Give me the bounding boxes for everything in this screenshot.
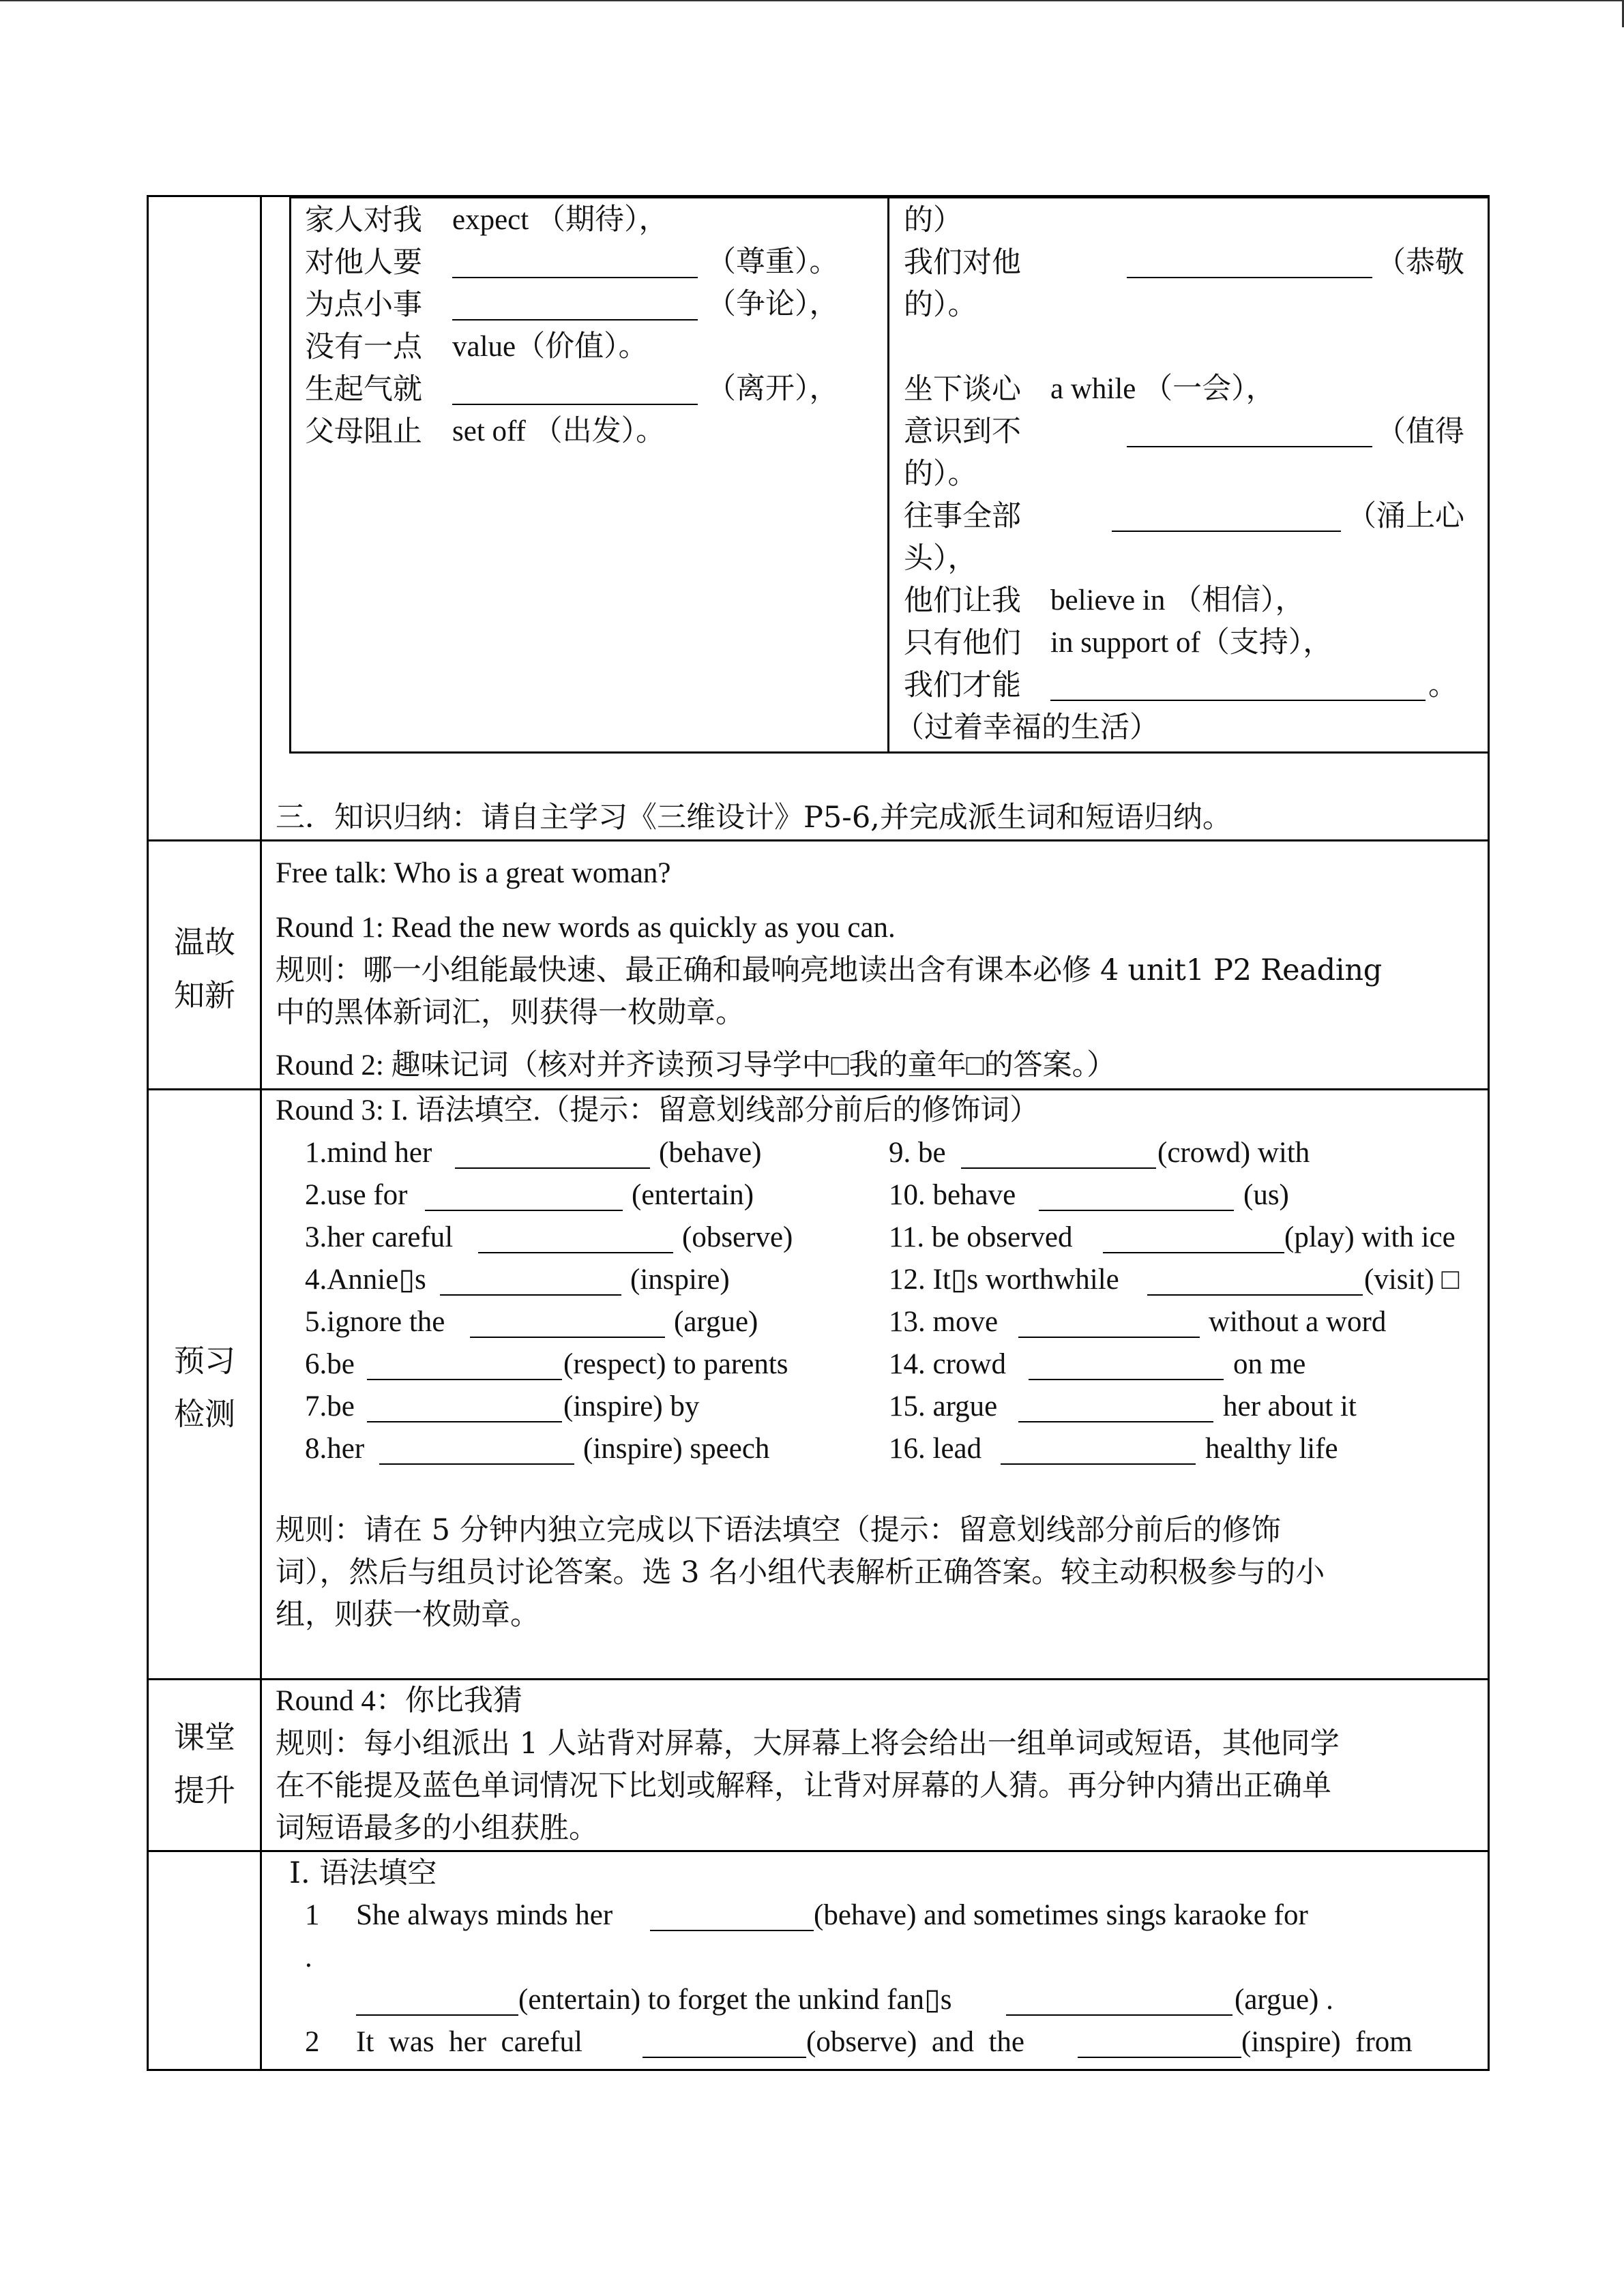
item-hint: without a word [1209,1306,1387,1338]
item-text: 2.use for [305,1179,408,1211]
item-text: 16. lead [889,1433,982,1465]
inner-table-bottom [289,751,1488,754]
fill-blank[interactable] [1127,446,1372,447]
fill-blank[interactable] [1018,1421,1213,1422]
free-talk: Free talk: Who is a great woman? [276,857,671,889]
vocab-right-cn: 我们才能 [904,668,1021,702]
fill-blank[interactable] [1018,1337,1200,1338]
item-text: 9. be [889,1137,946,1169]
fill-blank[interactable] [1127,277,1372,278]
item-text: 10. behave [889,1179,1016,1211]
label-line: 提升 [173,1772,235,1808]
fill-blank[interactable] [1001,1463,1196,1465]
rule-line: 规则：请在 5 分钟内独立完成以下语法填空（提示：留意划线部分前后的修饰 [276,1513,1281,1547]
round-3: Round 3: I. 语法填空.（提示：留意划线部分前后的修饰词） [276,1094,1039,1127]
round-4: Round 4：你比我猜 [276,1685,522,1717]
vocab-left-en: set off （出发）。 [452,415,666,447]
fill-blank[interactable] [478,1252,673,1253]
page-top-border [0,0,1624,1]
fill-blank[interactable] [1078,2057,1241,2058]
exercise-heading: I. 语法填空 [289,1856,437,1890]
round-2: Round 2: 趣味记词（核对并齐读预习导学中□我的童年□的答案。） [276,1049,1117,1082]
label-line: 温故 [173,924,235,960]
label-line: 课堂 [173,1719,235,1755]
round-1: Round 1: Read the new words as quickly as you can. [276,912,896,944]
fill-blank[interactable] [1112,531,1341,532]
vocab-right-cn: 只有他们 [904,626,1021,660]
label-line: 检测 [173,1396,235,1432]
question-text: (inspire) from [1241,2026,1413,2058]
vocab-right-line: 的）。 [904,288,977,322]
fill-blank[interactable] [470,1337,665,1338]
question-dot: . [305,1941,312,1973]
vocab-left-en: （争论）， [707,288,839,320]
item-hint: (play) with ice [1284,1221,1456,1253]
rule-1a: 规则：哪一小组能最快速、最正确和最响亮地读出含有课本必修 4 unit1 P2 Reading [276,953,1382,987]
vocab-right-line: 的） [904,203,962,237]
item-hint: (us) [1243,1179,1289,1211]
vocab-right-cn: 意识到不 [904,415,1021,449]
table-left-line [147,195,149,2071]
question-text: It was her careful [356,2026,582,2058]
question-number: 2 [305,2026,320,2058]
fill-blank[interactable] [1103,1252,1284,1253]
item-text: 12. It▯s worthwhile [889,1264,1119,1296]
table-bottom-line [147,2069,1489,2071]
vocab-left-cn: 没有一点 [305,330,422,364]
vocab-right-en: believe in （相信）， [1050,584,1305,616]
item-text: 11. be observed [889,1221,1073,1253]
fill-blank[interactable] [452,404,698,405]
vocab-left-cn: 父母阻止 [305,415,422,449]
fill-blank[interactable] [425,1210,623,1211]
vocab-left-cn: 生起气就 [305,372,422,406]
row-divider-1 [147,839,1489,841]
label-line: 知新 [173,977,235,1013]
fill-blank[interactable] [1029,1379,1224,1380]
vocab-right-cn: 我们对他 [904,245,1021,280]
vocab-left-en: （尊重）。 [707,246,839,278]
item-hint: (respect) to parents [563,1348,788,1380]
rule-1b: 中的黑体新词汇，则获得一枚勋章。 [276,996,745,1030]
section-label-classroom [150,1711,259,1817]
item-text: 14. crowd [889,1348,1006,1380]
vocab-right-cn: 往事全部 [904,499,1021,533]
item-text: 8.her [305,1433,365,1465]
question-text: (behave) and sometimes sings karaoke for [814,1899,1308,1931]
table-label-divider [260,195,262,2071]
fill-blank[interactable] [1006,2014,1232,2016]
item-hint: (observe) [682,1221,793,1253]
question-text: (argue) . [1235,1984,1333,2016]
fill-blank[interactable] [367,1421,562,1422]
item-hint: (argue) [674,1306,758,1338]
section-label-review [150,916,259,1022]
item-text: 6.be [305,1348,355,1380]
vocab-right-line: （过着幸福的生活） [895,711,1159,745]
vocab-left-en: expect （期待）， [452,204,668,236]
item-hint: (visit) □ [1364,1264,1460,1296]
vocab-right-hint: （恭敬 [1376,245,1464,280]
vocab-left-cn: 对他人要 [305,245,422,280]
item-hint: on me [1233,1348,1306,1380]
fill-blank[interactable] [452,277,698,278]
item-hint: healthy life [1205,1433,1338,1465]
fill-blank[interactable] [379,1463,574,1465]
fill-blank[interactable] [367,1379,562,1380]
inner-table-mid [887,196,889,753]
fill-blank[interactable] [643,2057,806,2058]
vocab-right-cn: 他们让我 [904,584,1021,618]
rule-line: 规则：每小组派出 1 人站背对屏幕，大屏幕上将会给出一组单词或短语，其他同学 [276,1727,1340,1761]
item-text: 3.her careful [305,1221,454,1253]
vocab-right-line: 头）， [904,541,977,576]
vocab-right-hint: （值得 [1376,415,1464,449]
item-hint: (inspire) by [563,1390,700,1422]
question-text: (entertain) to forget the unkind fan▯s [518,1984,952,2016]
fill-blank[interactable] [440,1294,621,1296]
rule-line: 组，则获一枚勋章。 [276,1598,540,1632]
knowledge-summary: 三．知识归纳：请自主学习《三维设计》P5-6,并完成派生词和短语归纳。 [276,801,1232,835]
fill-blank[interactable] [961,1167,1156,1169]
fill-blank[interactable] [1050,700,1426,701]
fill-blank[interactable] [452,319,698,320]
item-hint: (inspire) speech [583,1433,770,1465]
rule-line: 在不能提及蓝色单词情况下比划或解释，让背对屏幕的人猜。再分钟内猜出正确单 [276,1769,1331,1803]
item-text: 5.ignore the [305,1306,445,1338]
vocab-left-cn: 家人对我 [305,203,422,237]
fill-blank[interactable] [650,1930,814,1931]
section-label-preview [150,1335,259,1441]
question-text: She always minds her [356,1899,613,1931]
item-hint: (crowd) with [1157,1137,1310,1169]
rule-line: 词），然后与组员讨论答案。选 3 名小组代表解析正确答案。较主动积极参与的小 [276,1555,1325,1590]
vocab-right-en: a while （一会）， [1050,373,1275,405]
item-text: 1.mind her [305,1137,432,1169]
vocab-right-end: 。 [1428,668,1458,702]
vocab-right-line: 的）。 [904,457,977,491]
vocab-left-en: （离开）， [707,373,839,405]
item-text: 7.be [305,1390,355,1422]
item-hint: (behave) [659,1137,762,1169]
label-line: 预习 [173,1343,235,1379]
item-hint: her about it [1223,1390,1357,1422]
vocab-right-hint: （涌上心 [1347,499,1464,533]
rule-line: 词短语最多的小组获胜。 [276,1811,598,1845]
vocab-left-cn: 为点小事 [305,288,422,322]
table-right-line [1488,195,1490,2071]
fill-blank[interactable] [356,2014,518,2016]
question-text: (observe) and the [806,2026,1024,2058]
fill-blank[interactable] [1147,1294,1363,1296]
item-hint: (entertain) [632,1179,754,1211]
item-text: 4.Annie▯s [305,1264,426,1296]
vocab-left-en: value（价值）。 [452,331,648,363]
item-text: 13. move [889,1306,999,1338]
vocab-right-cn: 坐下谈心 [904,372,1021,406]
inner-table-left [289,196,291,753]
question-number: 1 [305,1899,320,1931]
fill-blank[interactable] [1039,1210,1234,1211]
item-hint: (inspire) [630,1264,730,1296]
item-text: 15. argue [889,1390,998,1422]
vocab-right-en: in support of（支持）， [1050,627,1333,659]
fill-blank[interactable] [455,1167,650,1169]
